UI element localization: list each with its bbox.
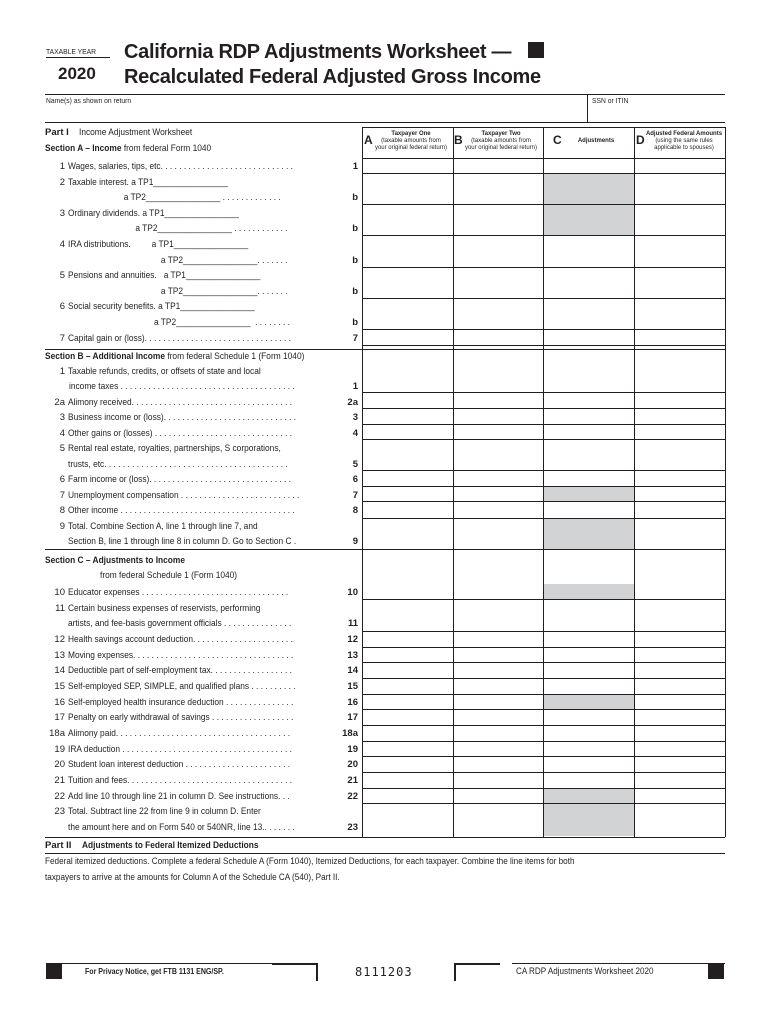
form-name-footer: CA RDP Adjustments Worksheet 2020 [516,966,654,976]
line-item: 7 Capital gain or (loss). . . . . . . . . . . . . . . . . . . . . . . . . . . . . . . . 7 [59,333,358,344]
line-item: 3 Business income or (loss). . . . . . . . . . . . . . . . . . . . . . . . . . . . . 3 [59,412,358,423]
form-title-line1: California RDP Adjustments Worksheet — [124,41,512,63]
section-b-header: Section B – Additional Income from federal Schedule 1 (Form 1040) [45,351,305,362]
line-item: 4 IRA distributions. a TP1________________ [59,239,249,250]
line-item: 4 Other gains or (losses) . . . . . . . . . . . . . . . . . . . . . . . . . . . . . . 4 [59,428,358,439]
line-item: 9 Total. Combine Section A, line 1 through line 7, and [59,521,258,532]
line-item: a TP2________________. . . . . . . b [68,255,358,266]
line-item: 2 Taxable interest. a TP1________________ [59,177,228,188]
line-item: 5 Rental real estate, royalties, partnerships, S corporations, [59,443,281,454]
section-c-header: Section C – Adjustments to Income [45,555,185,566]
line-item: 14 Deductible part of self-employment tax. . . . . . . . . . . . . . . . . . 14 [54,665,358,676]
col-a-header: Taxpayer One (taxable amounts from your original federal return) [374,131,448,151]
line-item: a TP2________________ . . . . . . . . . . . . . b [68,192,358,203]
line-item: 8 Other income . . . . . . . . . . . . . . . . . . . . . . . . . . . . . . . . . . . . . . 8 [59,505,358,516]
shaded-cell [544,694,634,709]
ssn-field[interactable] [592,106,722,121]
form-code: 8111203 [355,965,413,979]
line-item: the amount here and on Form 540 or 540NR, line 13.. . . . . . . 23 [68,822,358,833]
line-item: 13 Moving expenses. . . . . . . . . . . . . . . . . . . . . . . . . . . . . . . . . . . 13 [54,650,358,661]
shaded-cell [544,486,634,501]
col-d-letter: D [636,133,645,147]
line-item: 10 Educator expenses . . . . . . . . . . . . . . . . . . . . . . . . . . . . . . . . 10 [54,587,358,598]
line-item: 7 Unemployment compensation . . . . . . . . . . . . . . . . . . . . . . . . . . 7 [59,490,358,501]
line-item: a TP2________________ . . . . . . . . b [68,317,358,328]
shaded-cell [544,584,634,599]
line-item: 1 Wages, salaries, tips, etc. . . . . . . . . . . . . . . . . . . . . . . . . . . . . 1 [59,161,358,172]
line-item: 17 Penalty on early withdrawal of savings . . . . . . . . . . . . . . . . . . 17 [54,712,358,723]
line-item: 19 IRA deduction . . . . . . . . . . . . . . . . . . . . . . . . . . . . . . . . . . . . . 19 [54,744,358,755]
col-c-letter: C [553,133,562,147]
footer-corner-mark-right [708,963,724,979]
line-item: 18a Alimony paid. . . . . . . . . . . . . . . . . . . . . . . . . . . . . . . . . . . . . . 18a [49,728,358,739]
line-item: a TP2________________. . . . . . . b [68,286,358,297]
line-item: 20 Student loan interest deduction . . . . . . . . . . . . . . . . . . . . . . . 20 [54,759,358,770]
line-item: a TP2________________ . . . . . . . . . . . . b [68,223,358,234]
line-item: trusts, etc. . . . . . . . . . . . . . . . . . . . . . . . . . . . . . . . . . . . . . . . 5 [68,459,358,470]
form-title-line2: Recalculated Federal Adjusted Gross Income [124,66,541,88]
line-item: 23 Total. Subtract line 22 from line 9 in column D. Enter [54,806,261,817]
part1-header: Part I Income Adjustment Worksheet [45,127,193,138]
part2-text-line2: taxpayers to arrive at the amounts for Column A of the Schedule CA (540), Part II. [45,872,340,883]
part2-header: Part II Adjustments to Federal Itemized Deductions [45,840,259,851]
line-item: artists, and fee-basis government officials . . . . . . . . . . . . . . . 11 [68,618,358,629]
col-c-header: Adjustments [577,138,615,144]
taxable-year-label: TAXABLE YEAR [46,47,97,56]
part2-text-line1: Federal itemized deductions. Complete a federal Schedule A (Form 1040), Itemized Deductions, for each taxpayer. Combine the line items for both [45,856,575,867]
line-item: 5 Pensions and annuities. a TP1________________ [59,270,261,281]
line-item: 3 Ordinary dividends. a TP1________________ [59,208,239,219]
line-item: 1 Taxable refunds, credits, or offsets of state and local [59,366,261,377]
tax-year: 2020 [58,64,96,83]
line-item: 2a Alimony received. . . . . . . . . . . . . . . . . . . . . . . . . . . . . . . . . . . 2a [54,397,358,408]
section-a-header: Section A – Income from federal Form 1040 [45,143,212,154]
names-label: Name(s) as shown on return [46,96,132,105]
shaded-cell [544,788,634,836]
col-d-header: Adjusted Federal Amounts (using the same rules applicable to spouses) [645,131,723,151]
corner-mark [528,42,544,58]
section-c-sub: from federal Schedule 1 (Form 1040) [100,570,238,581]
line-item: 6 Farm income or (loss). . . . . . . . . . . . . . . . . . . . . . . . . . . . . . . 6 [59,474,358,485]
ssn-label: SSN or ITIN [592,96,629,105]
privacy-notice: For Privacy Notice, get FTB 1131 ENG/SP. [85,967,224,976]
line-item: 22 Add line 10 through line 21 in column D. See instructions. . . 22 [54,791,358,802]
footer-corner-mark [46,963,62,979]
line-item: 11 Certain business expenses of reservists, performing [55,603,261,614]
line-item: 15 Self-employed SEP, SIMPLE, and qualified plans . . . . . . . . . . 15 [54,681,358,692]
line-item: income taxes . . . . . . . . . . . . . . . . . . . . . . . . . . . . . . . . . . . . . . 1 [69,381,358,392]
col-a-letter: A [364,133,373,147]
line-item: 6 Social security benefits. a TP1________________ [59,301,255,312]
shaded-cell [544,518,634,549]
line-item: 21 Tuition and fees. . . . . . . . . . . . . . . . . . . . . . . . . . . . . . . . . . . . 21 [54,775,358,786]
line-item: 12 Health savings account deduction. . . . . . . . . . . . . . . . . . . . . . 12 [54,634,358,645]
line-item: Section B, line 1 through line 8 in column D. Go to Section C . 9 [68,536,358,547]
line-item: 16 Self-employed health insurance deduction . . . . . . . . . . . . . . . 16 [54,697,358,708]
names-field[interactable] [46,106,586,121]
col-b-letter: B [454,133,463,147]
col-b-header: Taxpayer Two (taxable amounts from your original federal return) [464,131,538,151]
